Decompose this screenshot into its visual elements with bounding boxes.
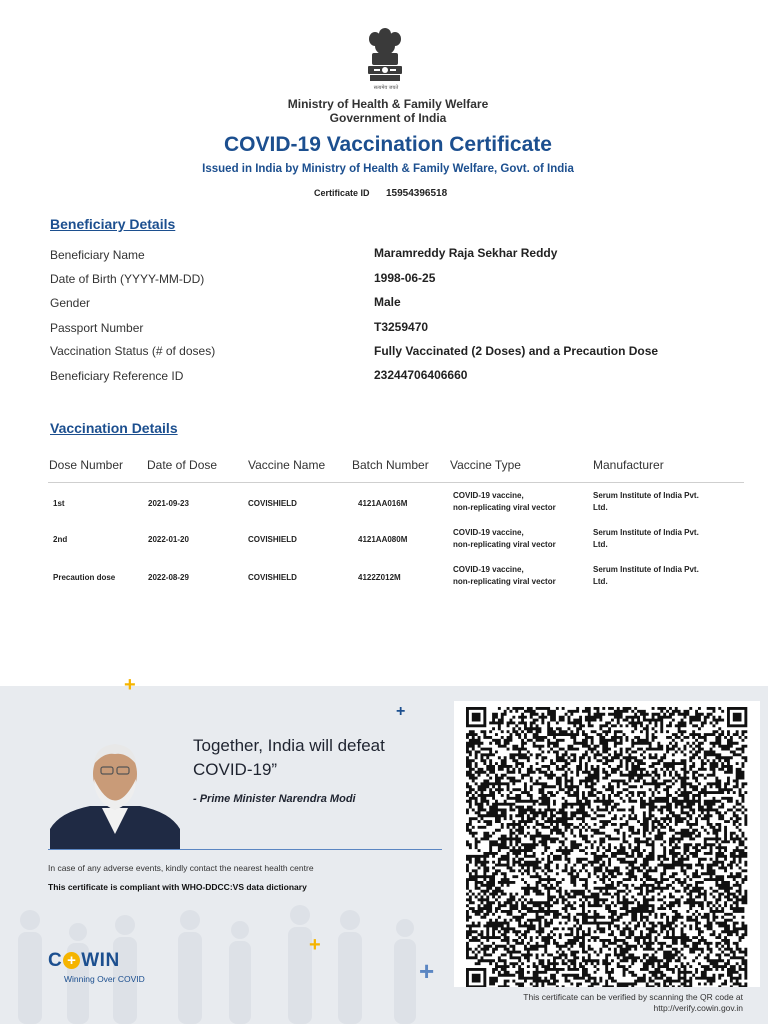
gender-value: Male (374, 295, 401, 309)
quote-attribution: - Prime Minister Narendra Modi (193, 793, 356, 805)
cowin-tagline: Winning Over COVID (64, 974, 145, 984)
vaccine-name-cell: COVISHIELD (248, 535, 297, 544)
date-of-dose-cell: 2022-08-29 (148, 573, 189, 582)
adverse-events-note: In case of any adverse events, kindly contact the nearest health centre (48, 863, 314, 873)
table-header-divider (48, 482, 744, 483)
manufacturer-cell: Serum Institute of India Pvt. Ltd. (593, 565, 699, 586)
dose-number-cell: Precaution dose (53, 573, 116, 582)
manufacturer-cell: Serum Institute of India Pvt. Ltd. (593, 491, 699, 512)
beneficiary-details-heading: Beneficiary Details (50, 216, 176, 232)
column-header-batch-number: Batch Number (352, 458, 429, 472)
beneficiary-name-label: Beneficiary Name (50, 248, 145, 262)
vaccination-status-label: Vaccination Status (# of doses) (50, 344, 216, 358)
column-header-vaccine-name: Vaccine Name (248, 458, 326, 472)
batch-number-cell: 4121AA016M (358, 499, 408, 508)
certificate-id-label: Certificate ID (314, 188, 370, 198)
dose-number-cell: 1st (53, 499, 65, 508)
date-of-dose-cell: 2022-01-20 (148, 535, 189, 544)
passport-number-label: Passport Number (50, 321, 144, 335)
certificate-id-value: 15954396518 (386, 188, 448, 199)
compliance-note: This certificate is compliant with WHO-DDCC:VS data dictionary (48, 882, 307, 892)
manufacturer-cell: Serum Institute of India Pvt. Ltd. (593, 528, 699, 549)
column-header-manufacturer: Manufacturer (593, 458, 664, 472)
ministry-name: Ministry of Health & Family Welfare (287, 97, 489, 111)
certificate-subtitle: Issued in India by Ministry of Health & Family Welfare, Govt. of India (202, 163, 574, 175)
vaccination-status-value: Fully Vaccinated (2 Doses) and a Precaution Dose (374, 344, 659, 358)
qr-verification-note: This certificate can be verified by scanning the QR code at http://verify.cowin.gov.in (523, 992, 743, 1013)
vaccine-name-cell: COVISHIELD (248, 499, 297, 508)
national-emblem-icon (364, 26, 406, 84)
beneficiary-reference-id-value: 23244706406660 (374, 368, 468, 382)
government-name: Government of India (329, 111, 447, 125)
vaccination-details-heading: Vaccination Details (50, 420, 178, 436)
verification-qr-code (454, 701, 760, 987)
dose-number-cell: 2nd (53, 535, 68, 544)
prime-minister-portrait (50, 734, 180, 849)
date-of-birth-label: Date of Birth (YYYY-MM-DD) (50, 272, 205, 286)
vaccine-type-cell: COVID-19 vaccine, non-replicating viral vector (453, 528, 556, 549)
batch-number-cell: 4122Z012M (358, 573, 401, 582)
cowin-logo: C + WIN (48, 950, 120, 971)
beneficiary-name-value: Maramreddy Raja Sekhar Reddy (374, 246, 558, 260)
date-of-dose-cell: 2021-09-23 (148, 499, 189, 508)
qr-modules (466, 707, 747, 987)
vaccine-type-cell: COVID-19 vaccine, non-replicating viral vector (453, 491, 556, 512)
passport-number-value: T3259470 (374, 320, 429, 334)
footer-divider (48, 849, 442, 850)
column-header-dose-number: Dose Number (49, 458, 124, 472)
beneficiary-reference-id-label: Beneficiary Reference ID (50, 369, 184, 383)
vaccine-type-cell: COVID-19 vaccine, non-replicating viral vector (453, 565, 556, 586)
column-header-vaccine-type: Vaccine Type (450, 458, 521, 472)
batch-number-cell: 4121AA080M (358, 535, 408, 544)
quote-text: Together, India will defeat COVID-19” (193, 736, 385, 779)
gender-label: Gender (50, 296, 91, 310)
cowin-logo-plus-icon: + (63, 952, 80, 969)
vaccine-name-cell: COVISHIELD (248, 573, 297, 582)
plus-decoration-icon: + (396, 703, 406, 720)
qr-code-image (454, 701, 760, 987)
plus-decoration-icon: + (124, 674, 136, 696)
plus-decoration-icon: + (419, 956, 435, 986)
plus-decoration-icon: + (309, 934, 321, 956)
certificate-title: COVID-19 Vaccination Certificate (224, 133, 552, 156)
emblem-motto: सत्यमेव जयते (373, 85, 399, 91)
column-header-date-of-dose: Date of Dose (147, 458, 218, 472)
date-of-birth-value: 1998-06-25 (374, 271, 436, 285)
